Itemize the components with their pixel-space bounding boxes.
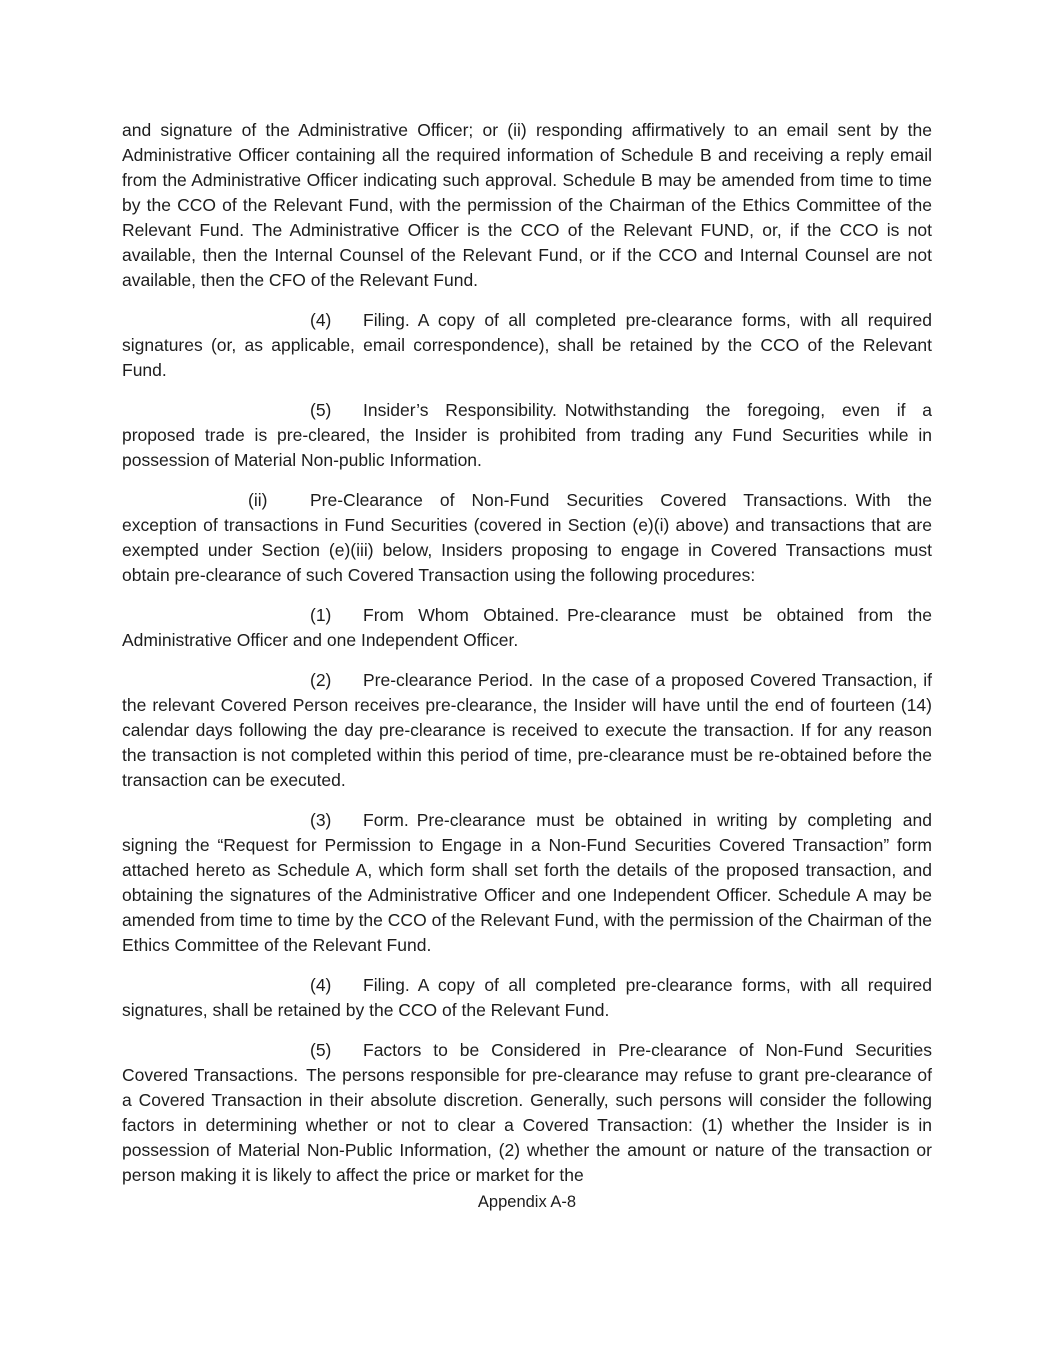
paragraph-text: and signature of the Administrative Officer; or (ii) responding affirmatively to an email sent by the Administrative Officer containing all the required information of Schedule B and receiving a reply email from the Administrative Officer indicating such approval. Schedule B may be amended from time to time by the CCO of the Relevant Fund, with the permission of the Chairman of the Ethics Committee of the Relevant Fund. The Administrative Officer is the CCO of the Relevant FUND, or, if the CCO is not available, then the Internal Counsel of the Relevant Fund, or if the CCO and Internal Counsel are not available, then the CFO of the Relevant Fund. [122,120,932,290]
paragraph-continuation [122,118,932,293]
paragraph-4-filing-second [122,973,932,1023]
paragraph-text: Pre-clearance must be obtained from the Administrative Officer and one Independent Officer. [122,605,932,650]
paragraph-text: The persons responsible for pre-clearance may refuse to grant pre-clearance of a Covered Transaction in their absolute discretion. Generally, such persons will consider the following factors in determining whether or not to clear a Covered Transaction: (1) whether the Insider is in possession of Material Non-Public Information, (2) whether the amount or nature of the transaction or person making it is likely to affect the price or market for the [122,1065,932,1185]
paragraph-number: (2) [310,670,332,690]
paragraph-number: (4) [310,975,332,995]
paragraph-heading: From Whom Obtained. [363,605,560,625]
paragraph-ii-pre-clearance-non-fund [122,488,932,588]
paragraph-text: In the case of a proposed Covered Transaction, if the relevant Covered Person receives pre-clearance, the Insider will have until the end of fourteen (14) calendar days following the day pre-clearance is received to execute the transaction. If for any reason the transaction is not completed within this period of time, pre-clearance must be re-obtained before the transaction can be executed. [122,670,933,790]
paragraph-2-pre-clearance-period [122,668,932,793]
paragraph-3-form [122,808,932,958]
paragraph-number: (5) [310,1040,332,1060]
paragraph-text: With the exception of transactions in Fund Securities (covered in Section (e)(i) above) and transactions that are exempted under Section (e)(iii) below, Insiders proposing to engage in Covered Transactions must obtain pre-clearance of such Covered Transaction using the following procedures: [122,490,932,585]
paragraph-1-from-whom-obtained [122,603,932,653]
document-body [122,118,932,1214]
paragraph-text: Notwithstanding the foregoing, even if a proposed trade is pre-cleared, the Insider is prohibited from trading any Fund Securities while in possession of Material Non-public Information. [122,400,933,470]
paragraph-heading: Form. [363,810,409,830]
paragraph-4-filing [122,308,932,383]
paragraph-5-insiders-responsibility [122,398,932,473]
paragraph-number: (3) [310,810,332,830]
paragraph-heading: Insider’s Responsibility. [363,400,557,420]
paragraph-number: (5) [310,400,332,420]
paragraph-text: A copy of all completed pre-clearance forms, with all required signatures, shall be retained by the CCO of the Relevant Fund. [122,975,932,1020]
paragraph-number: (ii) [248,490,268,510]
paragraph-heading: Pre-clearance Period. [363,670,534,690]
paragraph-5-factors-considered [122,1038,932,1188]
page-footer-label: Appendix A-8 [477,1193,577,1211]
paragraph-heading: Pre-Clearance of Non-Fund Securities Covered Transactions. [310,490,848,510]
paragraph-heading: Filing. [363,975,410,995]
paragraph-heading: Filing. [363,310,410,330]
paragraph-heading: Factors to be Considered in Pre-clearance of Non-Fund Securities Covered Transactions. [122,1040,932,1085]
paragraph-text: Pre-clearance must be obtained in writing by completing and signing the “Request for Permission to Engage in a Non-Fund Securities Covered Transaction” form attached hereto as Schedule A, which form shall set forth the details of the proposed transaction, and obtaining the signatures of the Administrative Officer and one Independent Officer. Schedule A may be amended from time to time by the CCO of the Relevant Fund, with the permission of the Chairman of the Ethics Committee of the Relevant Fund. [122,810,932,955]
paragraph-text: A copy of all completed pre-clearance forms, with all required signatures (or, as applicable, email correspondence), shall be retained by the CCO of the Relevant Fund. [122,310,932,380]
paragraph-number: (1) [310,605,332,625]
paragraph-number: (4) [310,310,332,330]
